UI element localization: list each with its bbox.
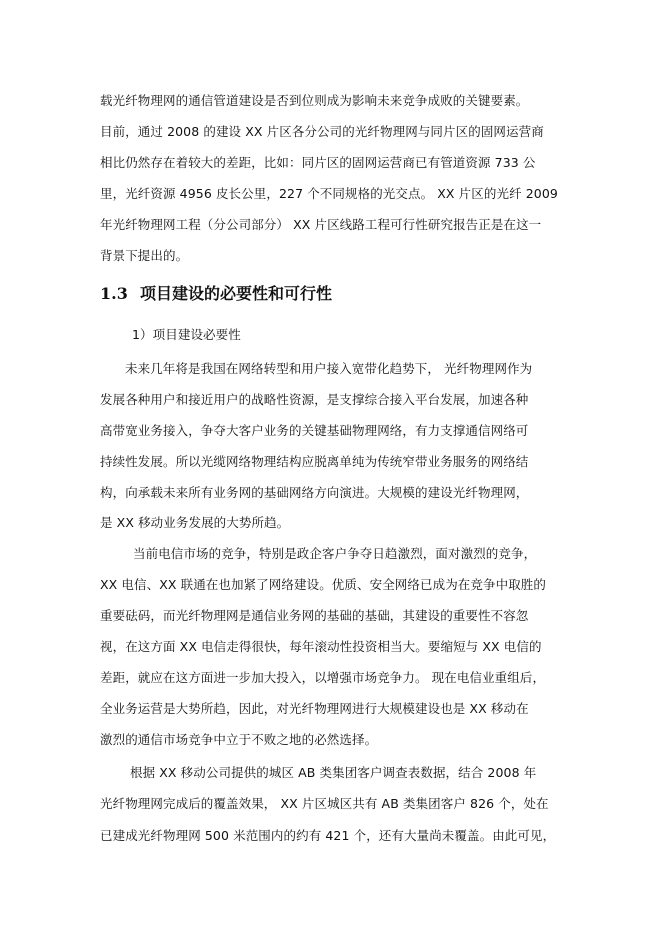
text-line: 根据 XX 移动公司提供的城区 AB 类集团客户调查表数据，结合 2008 年 (130, 765, 537, 780)
text-line: XX 电信、XX 联通在也加紧了网络建设。优质、安全网络已成为在竞争中取胜的 (100, 577, 547, 592)
text-line: 重要砝码，而光纤物理网是通信业务网的基础的基础，其建设的重要性不容忽 (100, 608, 529, 623)
subsection-label: 1）项目建设必要性 (132, 327, 241, 342)
text-line: 持续性发展。所以光缆网络物理结构应脱离单纯为传统窄带业务服务的网络结 (100, 454, 529, 469)
text-line: 高带宽业务接入，争夺大客户业务的关键基础物理网络，有力支撑通信网络可 (100, 423, 529, 438)
text-line: 当前电信市场的竞争，特别是政企客户争夺日趋激烈，面对激烈的竞争， (133, 546, 537, 561)
text-line: 背景下提出的。 (100, 248, 189, 263)
text-line: 年光纤物理网工程（分公司部分） XX 片区线路工程可行性研究报告正是在这一 (100, 217, 542, 232)
section-number: 1.3 (100, 284, 128, 303)
section-heading (100, 284, 332, 304)
text-line: 未来几年将是我国在网络转型和用户接入宽带化趋势下， 光纤物理网作为 (125, 361, 533, 376)
text-line: 发展各种用户和接近用户的战略性资源，是支撑综合接入平台发展，加速各种 (100, 392, 529, 407)
text-line: 差距，就应在这方面进一步加大投入，以增强市场竞争力。 现在电信业重组后， (100, 670, 546, 685)
text-line: 目前，通过 2008 的建设 XX 片区各分公司的光纤物理网与同片区的固网运营商 (100, 124, 544, 139)
text-line: 激烈的通信市场竞争中立于不败之地的必然选择。 (100, 732, 378, 747)
text-line: 光纤物理网完成后的覆盖效果， XX 片区城区共有 AB 类集团客户 826 个，处在 (100, 796, 549, 811)
text-line: 全业务运营是大势所趋，因此，对光纤物理网进行大规模建设也是 XX 移动在 (100, 701, 529, 716)
text-line: 已建成光纤物理网 500 米范围内的约有 421 个，还有大量尚未覆盖。由此可见， (100, 828, 556, 843)
section-title: 项目建设的必要性和可行性 (140, 284, 333, 303)
text-line: 构，向承载未来所有业务网的基础网络方向演进。大规模的建设光纤物理网， (100, 485, 529, 500)
text-line: 相比仍然存在着较大的差距，比如：同片区的固网运营商已有管道资源 733 公 (100, 155, 536, 170)
text-line: 是 XX 移动业务发展的大势所趋。 (100, 515, 290, 530)
text-line: 载光纤物理网的通信管道建设是否到位则成为影响未来竞争成败的关键要素。 (100, 93, 529, 108)
text-line: 视，在这方面 XX 电信走得很快，每年滚动性投资相当大。要缩短与 XX 电信的 (100, 639, 542, 654)
text-line: 里，光纤资源 4956 皮长公里，227 个不同规格的光交点。 XX 片区的光纤 2009 (100, 186, 558, 201)
